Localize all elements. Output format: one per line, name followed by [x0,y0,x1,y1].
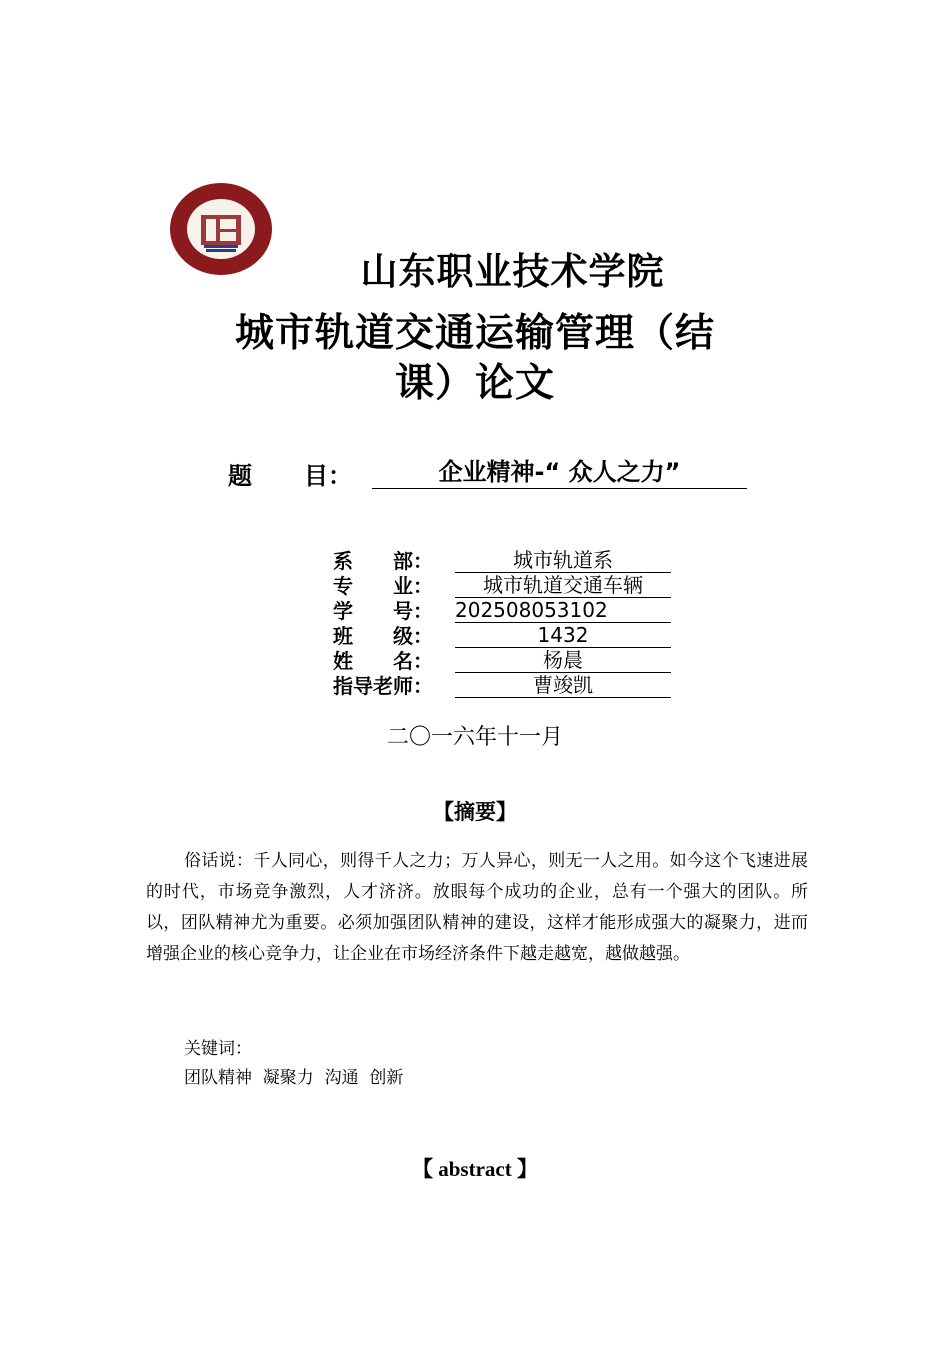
info-value: 1432 [455,623,671,648]
thesis-title-line1: 城市轨道交通运输管理（结 [234,311,715,356]
info-value: 城市轨道系 [455,548,671,573]
keywords-value: 团队精神 凝聚力 沟通 创新 [184,1068,404,1088]
thesis-title-line2: 课）论文 [394,361,555,406]
abstract-heading: 【摘要】 [433,800,517,824]
topic-label-a: 题 [228,462,252,490]
info-value: 杨晨 [455,648,671,673]
info-label: 班 级： [333,624,433,648]
info-label: 指导老师： [333,674,433,698]
english-abstract-heading: 【 abstract 】 [412,1157,538,1181]
topic-label [228,456,352,491]
info-label: 学 号： [333,599,433,623]
info-label: 专 业： [333,574,433,598]
topic-value: 企业精神-“ 众人之力” [372,456,747,489]
school-name: 山东职业技术学院 [360,250,665,293]
info-value: 曹竣凯 [455,673,671,698]
info-value: 城市轨道交通车辆 [455,573,671,598]
info-label: 系 部： [333,549,433,573]
abstract-text: 俗话说：千人同心，则得千人之力；万人异心，则无一人之用。如今这个飞速进展的时代，市场竞争激烈，人才济济。放眼每个成功的企业，总有一个强大的团队。所以，团队精神尤为重要。必须加强团队精神的建设，这样才能形成强大的凝聚力，进而增强企业的核心竞争力，让企业在市场经济条件下越走越宽，越做越强。 [146,851,808,964]
date: 二〇一六年十一月 [386,725,563,750]
topic-label-b: 目： [304,462,352,490]
keywords-label: 关键词： [184,1039,252,1059]
info-label: 姓 名： [333,649,433,673]
info-value: 202508053102 [455,598,671,623]
